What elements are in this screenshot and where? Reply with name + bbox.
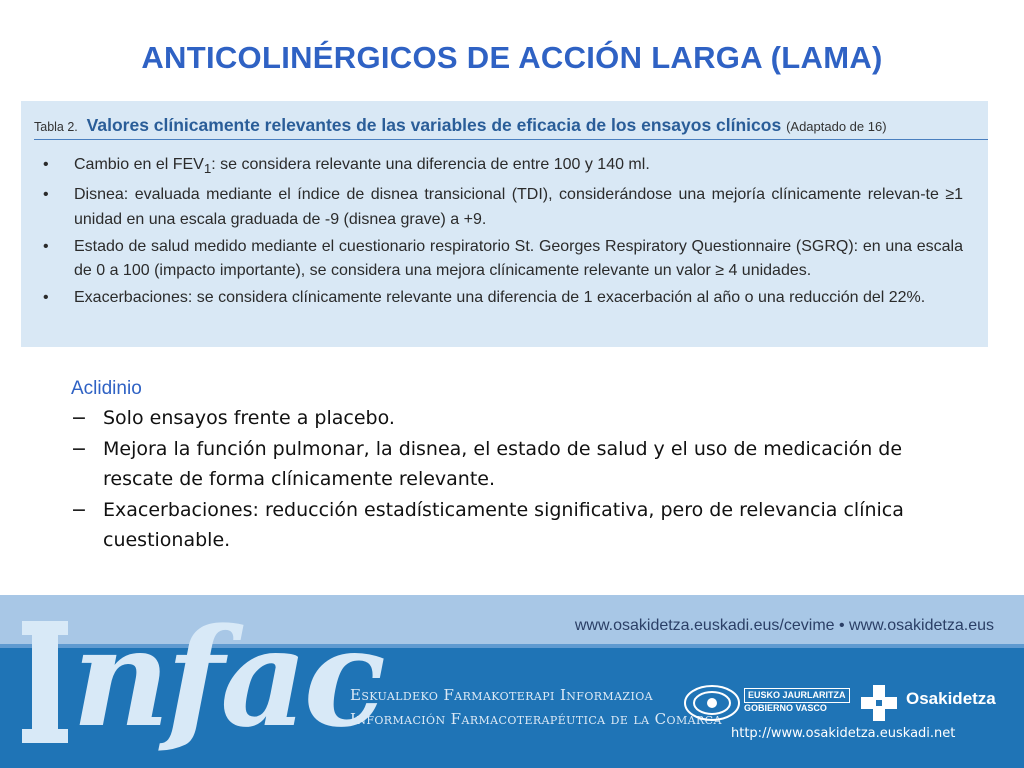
aclidinio-list — [71, 403, 951, 556]
osakidetza-name: Osakidetza — [906, 689, 996, 708]
footer-tagline: Eskualdeko Farmakoterapi Informazioa Información Farmacoterapéutica de la Comarca — [350, 686, 722, 728]
criteria-item: • Cambio en el $FEV_1$: se considera relevante una diferencia de entre 100 y 140 ml. — [43, 153, 963, 182]
footer-banner — [0, 595, 1024, 768]
table-title: Valores clínicamente relevantes de las variables de eficacia de los ensayos clínicos — [86, 115, 782, 135]
footer-urls[interactable]: www.osakidetza.euskadi.eus/cevime • www.osakidetza.eus — [574, 617, 994, 634]
dash-icon: − — [71, 498, 87, 521]
table-source: (Adaptado de 16) — [786, 119, 887, 134]
list-item: − Solo ensayos frente a placebo. — [71, 403, 951, 434]
osakidetza-logo-icon — [859, 683, 899, 723]
bullet-icon: • — [43, 288, 49, 306]
efficacy-table-box — [21, 101, 988, 347]
bottom-url-link[interactable]: http://www.osakidetza.euskadi.net — [731, 726, 956, 741]
criteria-item: • Disnea: evaluada mediante el índice de disnea transicional (TDI), considerándose una mejoría clínicamente relevan-te ≥1 unidad en una escala graduada de -9 (disnea grave) a +9. — [43, 183, 963, 233]
gobierno-vasco-text: EUSKO JAURLARITZA GOBIERNO VASCO — [744, 688, 850, 714]
criteria-list — [43, 153, 963, 312]
table-label: Tabla 2. — [34, 120, 78, 134]
infac-logo: nfac — [72, 598, 382, 757]
bullet-icon: • — [43, 156, 49, 173]
bullet-icon: • — [43, 237, 49, 255]
slide-title: ANTICOLINÉRGICOS DE ACCIÓN LARGA (LAMA) — [141, 40, 883, 75]
criteria-item: • Estado de salud medido mediante el cuestionario respiratorio St. Georges Respiratory Questionnaire (SGRQ): en una escala de 0 a 100 (impacto importante), se considera una mejora clínicamente relevante un valor ≥ 4 unidades. — [43, 235, 963, 285]
list-item: − Mejora la función pulmonar, la disnea, el estado de salud y el uso de medicación de rescate de forma clínicamente relevante. — [71, 434, 951, 495]
table-divider — [34, 139, 988, 140]
dash-icon: − — [71, 407, 87, 429]
criteria-item: • Exacerbaciones: se considera clínicamente relevante una diferencia de 1 exacerbación al año o una reducción del 22%. — [43, 286, 963, 311]
table-heading — [34, 115, 984, 136]
infac-i-icon — [22, 603, 70, 753]
dash-icon: − — [71, 437, 87, 460]
aclidinio-heading: Aclidinio — [71, 378, 142, 399]
list-item: − Exacerbaciones: reducción estadísticamente significativa, pero de relevancia clínica cuestionable. — [71, 495, 951, 556]
bullet-icon: • — [43, 186, 49, 204]
gobierno-vasco-logo-icon — [683, 684, 741, 722]
aclidinio-section — [71, 375, 951, 556]
